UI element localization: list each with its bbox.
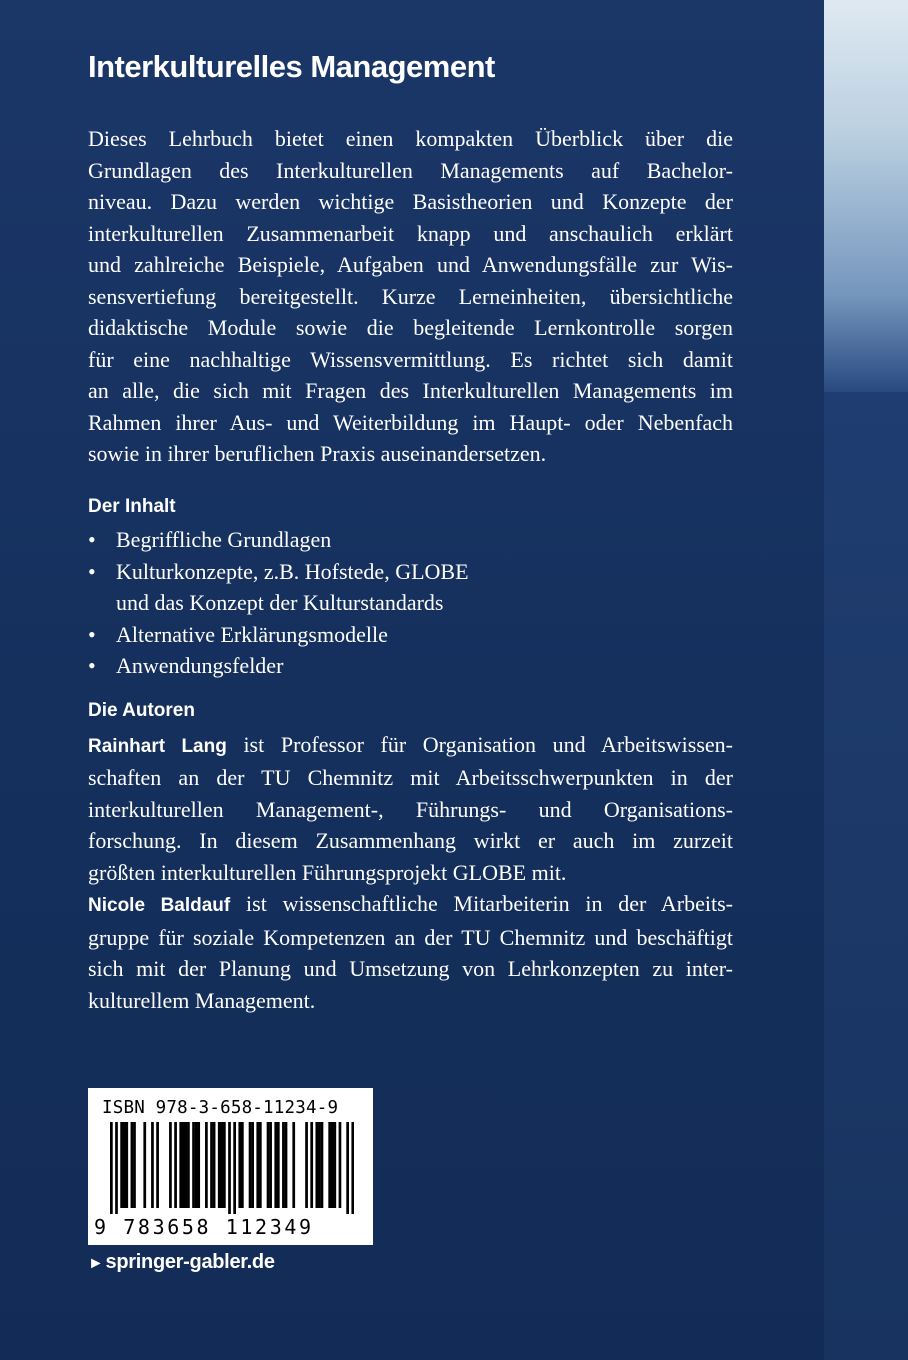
author-bio-line: schaften an der TU Chemnitz mit Arbeitsschwerpunkten in der <box>88 765 733 791</box>
barcode-bar <box>331 1122 334 1208</box>
barcode-bar <box>259 1122 262 1208</box>
isbn-label: ISBN 978-3-658-11234-9 <box>102 1098 339 1118</box>
barcode-digits: 9 783658 112349 <box>94 1215 314 1239</box>
contents-item-text: Alternative Erklärungsmodelle <box>116 621 388 647</box>
author-bio-text: ist Professor für Organisation und Arbeitswissen- <box>226 731 733 757</box>
barcode-bar <box>339 1122 342 1208</box>
barcode-bar <box>184 1122 187 1208</box>
barcode-bar <box>318 1122 321 1208</box>
barcode-bar <box>292 1122 295 1208</box>
barcode-bar <box>305 1122 308 1208</box>
barcode-bar <box>169 1122 172 1208</box>
contents-item <box>88 619 733 651</box>
bullet: • <box>88 527 96 553</box>
barcode-bar <box>131 1122 134 1208</box>
author-bio-text: ist wissenschaftliche Mitarbeiterin in der Arbeits- <box>230 891 733 917</box>
barcode-bar <box>218 1122 221 1208</box>
author-bio-line: kulturellem Management. <box>88 987 316 1013</box>
barcode-bar <box>182 1122 185 1208</box>
barcode-bar <box>267 1122 270 1208</box>
description-line: niveau. Dazu werden wichtige Basistheorien und Konzepte der <box>88 189 733 215</box>
contents-item-text: Begriffliche Grundlagen <box>116 527 332 553</box>
cover-text <box>88 48 733 1016</box>
barcode-bar <box>285 1122 288 1208</box>
barcode-bar <box>187 1122 190 1208</box>
contents-item-text-continued: und das Konzept der Kulturstandards <box>116 590 444 616</box>
author-bio-line: sich mit der Planung und Umsetzung von Lehrkonzepten zu inter- <box>88 956 733 982</box>
barcode-bar <box>249 1122 252 1208</box>
barcode-bar <box>333 1122 336 1208</box>
barcode-bar <box>179 1122 182 1208</box>
barcode-bar <box>151 1122 154 1208</box>
barcode-bar <box>228 1122 231 1214</box>
author-bio <box>88 729 733 889</box>
book-description <box>88 123 733 470</box>
description-line: Rahmen ihrer Aus- und Weiterbildung im Haupt- oder Nebenfach <box>88 409 733 435</box>
barcode-bar <box>351 1122 354 1214</box>
barcode-bar <box>251 1122 254 1208</box>
barcode-bar <box>220 1122 223 1208</box>
barcode-bar <box>241 1122 244 1208</box>
author-bio-line: gruppe für soziale Kompetenzen an der TU Chemnitz und beschäftigt <box>88 924 733 950</box>
author-bio-line: forschung. In diesem Zusammenhang wirkt er auch im zurzeit <box>88 828 733 854</box>
barcode-bar <box>195 1122 198 1208</box>
publisher-link[interactable] <box>88 1251 275 1274</box>
barcode-bar <box>346 1122 349 1214</box>
barcode-bar <box>205 1122 208 1208</box>
barcode-bar <box>133 1122 136 1208</box>
barcode-bar <box>321 1122 324 1208</box>
barcode-bar <box>174 1122 177 1208</box>
description-line: an alle, die sich mit Fragen des Interkulturellen Managements im <box>88 378 733 404</box>
author-bio-line <box>88 729 733 763</box>
arrow-icon: ► <box>88 1255 104 1272</box>
barcode-bar <box>120 1122 123 1208</box>
description-line: sowie in ihrer beruflichen Praxis auseinandersetzen. <box>88 441 547 467</box>
decorative-side-strip-lower <box>824 392 908 1360</box>
barcode-bar <box>315 1122 318 1208</box>
barcode-bar <box>238 1122 241 1208</box>
barcode-bar <box>310 1122 313 1208</box>
description-line: Grundlagen des Interkulturellen Managements auf Bachelor- <box>88 157 733 183</box>
contents-list <box>88 524 733 682</box>
author-bio <box>88 888 733 1016</box>
book-title: Interkulturelles Management <box>88 49 495 84</box>
barcode-bar <box>143 1122 146 1208</box>
barcode-bar <box>192 1122 195 1208</box>
author-name: Nicole Baldauf <box>88 895 231 917</box>
barcode-bar <box>274 1122 277 1208</box>
barcode-bar <box>223 1122 226 1208</box>
description-line: sensvertiefung bereitgestellt. Kurze Lerneinheiten, übersichtliche <box>88 283 733 309</box>
barcode-bar <box>115 1122 118 1214</box>
barcode-bar <box>269 1122 272 1208</box>
barcode-bar <box>197 1122 200 1208</box>
description-line: und zahlreiche Beispiele, Aufgaben und Anwendungsfälle zur Wis- <box>88 252 733 278</box>
isbn-barcode <box>88 1088 373 1245</box>
author-bio-line: interkulturellen Management-, Führungs- und Organisations- <box>88 796 733 822</box>
barcode-bar <box>233 1122 236 1214</box>
bullet: • <box>88 621 96 647</box>
barcode-bar <box>156 1122 159 1208</box>
description-line: didaktische Module sowie die begleitende Lernkontrolle sorgen <box>88 315 733 341</box>
description-line: interkulturellen Zusammenarbeit knapp und anschaulich erklärt <box>88 220 733 246</box>
publisher-url: springer-gabler.de <box>105 1251 275 1273</box>
bullet: • <box>88 653 96 679</box>
contents-heading: Der Inhalt <box>88 495 176 517</box>
bullet: • <box>88 558 96 584</box>
barcode-bar <box>282 1122 285 1208</box>
barcode-bar <box>256 1122 259 1208</box>
author-name: Rainhart Lang <box>88 735 227 757</box>
contents-item-text: Kulturkonzepte, z.B. Hofstede, GLOBE <box>116 558 469 584</box>
authors-heading: Die Autoren <box>88 699 195 721</box>
barcode-bar <box>213 1122 216 1208</box>
barcode-bar <box>125 1122 128 1208</box>
author-bio-line: größten interkulturellen Führungsprojekt GLOBE mit. <box>88 859 567 885</box>
barcode-bar <box>277 1122 280 1208</box>
barcode-bar <box>328 1122 331 1208</box>
barcode-bar <box>110 1122 113 1214</box>
barcode-bar <box>123 1122 126 1208</box>
contents-item <box>88 650 733 682</box>
description-line: Dieses Lehrbuch bietet einen kompakten Überblick über die <box>88 126 733 152</box>
barcode-bar <box>210 1122 213 1208</box>
contents-item <box>88 524 733 556</box>
contents-item <box>88 556 733 619</box>
author-bio-line <box>88 888 733 922</box>
description-line: für eine nachhaltige Wissensvermittlung. Es richtet sich damit <box>88 346 733 372</box>
barcode-bars <box>110 1122 354 1214</box>
decorative-side-strip <box>824 0 908 392</box>
contents-item-text: Anwendungsfelder <box>116 653 284 679</box>
